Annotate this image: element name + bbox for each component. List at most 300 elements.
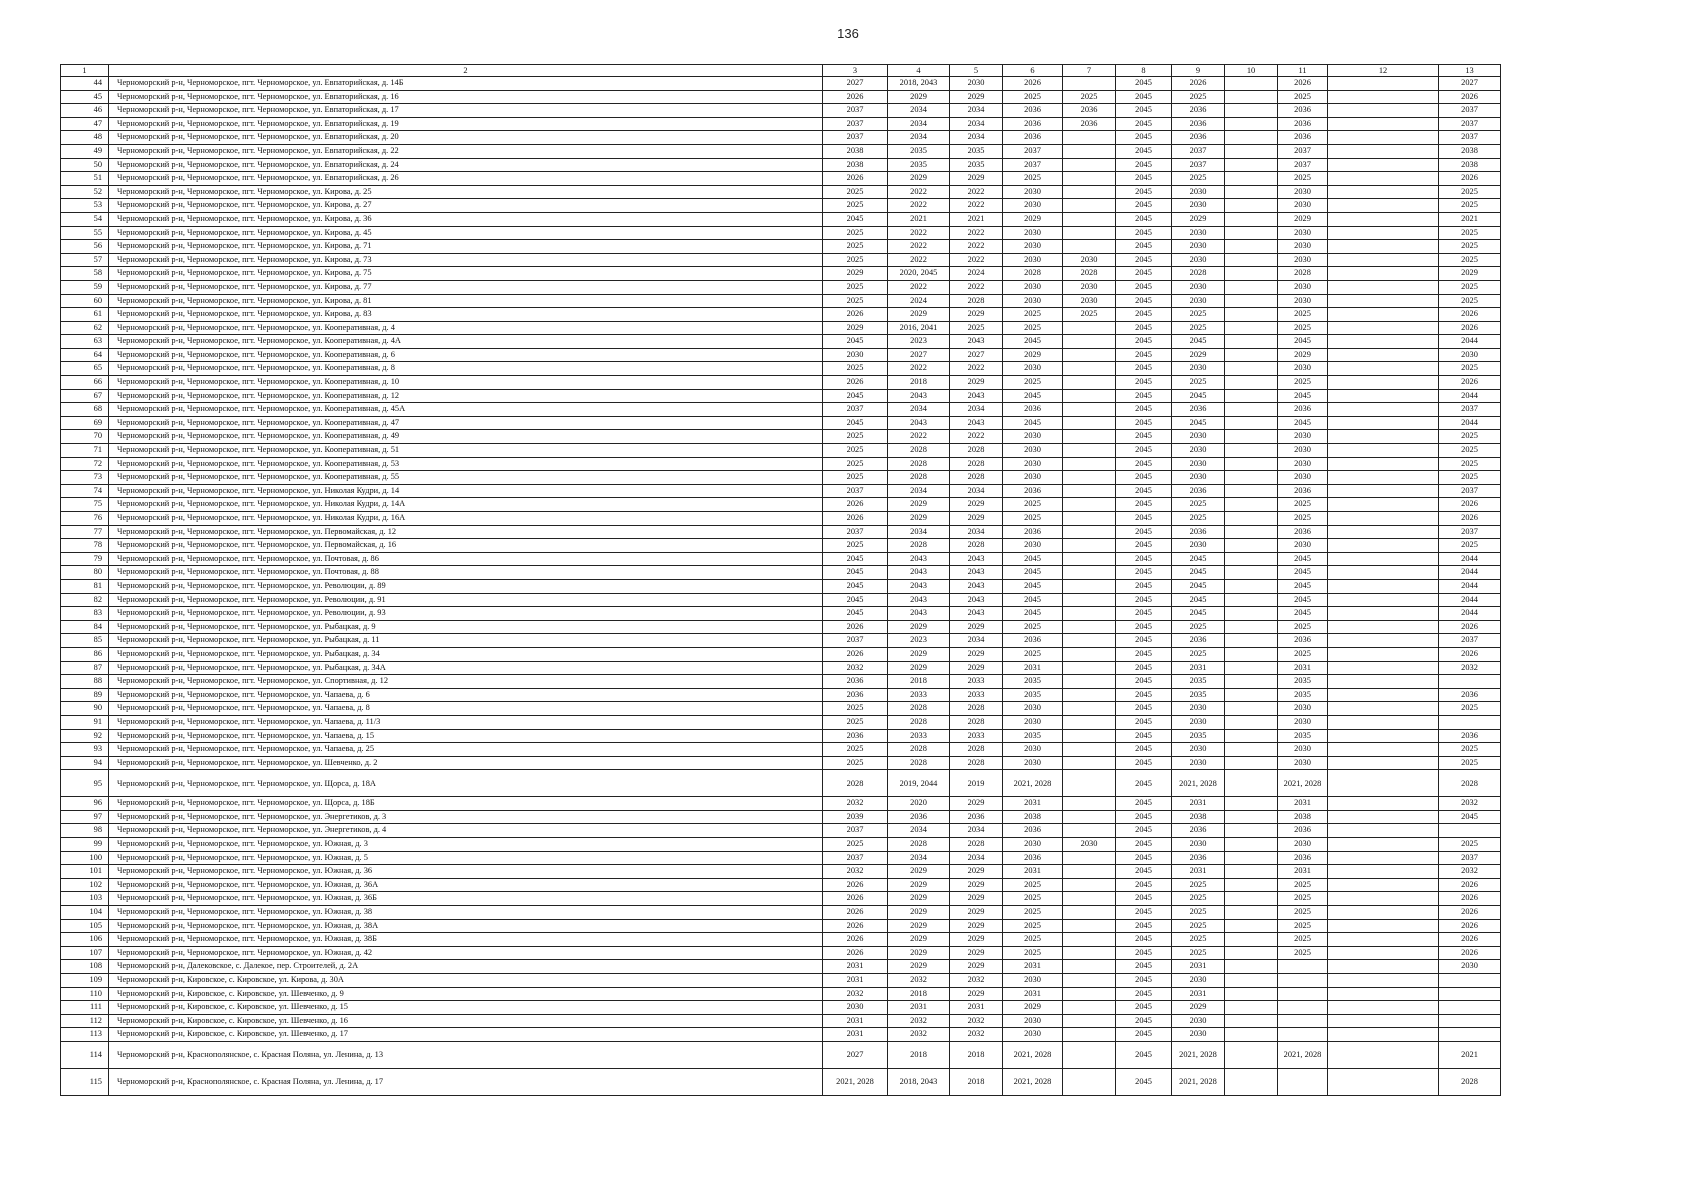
- year-cell: 2035: [1278, 675, 1328, 689]
- row-number-cell: 108: [61, 960, 109, 974]
- year-cell: 2045: [1116, 702, 1172, 716]
- year-cell: 2026: [823, 376, 888, 390]
- year-cell: 2030: [1172, 1014, 1225, 1028]
- year-cell: 2045: [1278, 593, 1328, 607]
- year-cell: 2037: [1439, 851, 1501, 865]
- year-cell: [1328, 525, 1439, 539]
- year-cell: 2036: [1172, 117, 1225, 131]
- year-cell: 2034: [950, 403, 1003, 417]
- year-cell: 2037: [1172, 158, 1225, 172]
- year-cell: 2035: [888, 144, 950, 158]
- year-cell: [1225, 444, 1278, 458]
- year-cell: [1328, 226, 1439, 240]
- year-cell: 2029: [888, 661, 950, 675]
- year-cell: 2026: [1172, 77, 1225, 91]
- year-cell: 2028: [888, 715, 950, 729]
- year-cell: 2032: [823, 865, 888, 879]
- row-number-cell: 82: [61, 593, 109, 607]
- year-cell: [1063, 552, 1116, 566]
- year-cell: [1225, 117, 1278, 131]
- year-cell: [1225, 240, 1278, 254]
- year-cell: 2031: [823, 1014, 888, 1028]
- year-cell: [1063, 906, 1116, 920]
- year-cell: 2025: [823, 444, 888, 458]
- year-cell: 2045: [1116, 1041, 1172, 1068]
- year-cell: 2036: [1278, 484, 1328, 498]
- year-cell: [1328, 634, 1439, 648]
- year-cell: [1328, 607, 1439, 621]
- address-cell: Черноморский р-н, Черноморское, пгт. Черноморское, ул. Южная, д. 38Б: [109, 933, 823, 947]
- row-number-cell: 107: [61, 946, 109, 960]
- year-cell: 2036: [1172, 851, 1225, 865]
- year-cell: 2029: [1278, 348, 1328, 362]
- row-number-cell: 47: [61, 117, 109, 131]
- year-cell: 2025: [1278, 933, 1328, 947]
- year-cell: [1328, 892, 1439, 906]
- year-cell: [1063, 688, 1116, 702]
- year-cell: 2031: [1172, 865, 1225, 879]
- row-number-cell: 94: [61, 756, 109, 770]
- year-cell: 2030: [1278, 199, 1328, 213]
- year-cell: 2030: [1003, 457, 1063, 471]
- year-cell: 2045: [1116, 634, 1172, 648]
- row-number-cell: 62: [61, 321, 109, 335]
- year-cell: [1225, 593, 1278, 607]
- year-cell: 2034: [950, 525, 1003, 539]
- year-cell: 2045: [1116, 172, 1172, 186]
- year-cell: [1063, 335, 1116, 349]
- table-row: [61, 892, 1501, 906]
- year-cell: 2029: [1003, 348, 1063, 362]
- year-cell: 2021, 2028: [823, 1068, 888, 1095]
- row-number-cell: 101: [61, 865, 109, 879]
- year-cell: 2026: [823, 512, 888, 526]
- year-cell: 2030: [1172, 471, 1225, 485]
- year-cell: 2030: [1278, 240, 1328, 254]
- year-cell: 2045: [1116, 376, 1172, 390]
- year-cell: [1225, 498, 1278, 512]
- row-number-cell: 103: [61, 892, 109, 906]
- year-cell: 2035: [1003, 688, 1063, 702]
- year-cell: 2028: [950, 444, 1003, 458]
- year-cell: 2025: [1003, 90, 1063, 104]
- year-cell: 2030: [1439, 348, 1501, 362]
- address-cell: Черноморский р-н, Черноморское, пгт. Черноморское, ул. Рыбацкая, д. 34А: [109, 661, 823, 675]
- year-cell: [1225, 770, 1278, 797]
- year-cell: 2045: [1116, 294, 1172, 308]
- year-cell: 2028: [888, 539, 950, 553]
- year-cell: 2034: [888, 117, 950, 131]
- year-cell: 2038: [1439, 158, 1501, 172]
- year-cell: 2025: [1278, 878, 1328, 892]
- year-cell: [1225, 199, 1278, 213]
- table-row: [61, 810, 1501, 824]
- year-cell: [1328, 647, 1439, 661]
- year-cell: [1063, 498, 1116, 512]
- year-cell: 2045: [1116, 552, 1172, 566]
- year-cell: 2025: [1278, 321, 1328, 335]
- row-number-cell: 99: [61, 838, 109, 852]
- year-cell: 2016, 2041: [888, 321, 950, 335]
- year-cell: 2045: [1172, 593, 1225, 607]
- year-cell: [1225, 104, 1278, 118]
- year-cell: 2025: [1278, 919, 1328, 933]
- year-cell: 2043: [950, 416, 1003, 430]
- year-cell: 2035: [1278, 688, 1328, 702]
- year-cell: [1328, 1041, 1439, 1068]
- year-cell: [1225, 1041, 1278, 1068]
- year-cell: 2018, 2043: [888, 77, 950, 91]
- year-cell: 2026: [823, 878, 888, 892]
- table-row: [61, 838, 1501, 852]
- table-row: [61, 688, 1501, 702]
- address-cell: Черноморский р-н, Черноморское, пгт. Черноморское, ул. Кооперативная, д. 12: [109, 389, 823, 403]
- year-cell: 2030: [1003, 756, 1063, 770]
- table-row: [61, 946, 1501, 960]
- year-cell: 2035: [1003, 675, 1063, 689]
- year-cell: [1225, 294, 1278, 308]
- table-row: [61, 280, 1501, 294]
- year-cell: [1063, 212, 1116, 226]
- year-cell: [1225, 348, 1278, 362]
- year-cell: 2037: [1439, 117, 1501, 131]
- year-cell: 2026: [823, 919, 888, 933]
- year-cell: 2035: [1278, 729, 1328, 743]
- year-cell: 2045: [823, 212, 888, 226]
- year-cell: 2030: [1003, 280, 1063, 294]
- year-cell: 2025: [1439, 185, 1501, 199]
- year-cell: 2025: [823, 838, 888, 852]
- year-cell: 2030: [1172, 294, 1225, 308]
- year-cell: 2029: [888, 308, 950, 322]
- year-cell: 2029: [888, 946, 950, 960]
- year-cell: 2043: [888, 389, 950, 403]
- year-cell: [1328, 579, 1439, 593]
- year-cell: 2026: [1439, 512, 1501, 526]
- year-cell: [1225, 906, 1278, 920]
- table-row: [61, 144, 1501, 158]
- year-cell: [1225, 158, 1278, 172]
- address-cell: Черноморский р-н, Черноморское, пгт. Черноморское, ул. Щорса, д. 18А: [109, 770, 823, 797]
- row-number-cell: 110: [61, 987, 109, 1001]
- year-cell: [1225, 77, 1278, 91]
- year-cell: [1328, 444, 1439, 458]
- year-cell: [1328, 552, 1439, 566]
- row-number-cell: 64: [61, 348, 109, 362]
- address-cell: Черноморский р-н, Черноморское, пгт. Черноморское, ул. Рыбацкая, д. 34: [109, 647, 823, 661]
- table-row: [61, 824, 1501, 838]
- year-cell: 2030: [1003, 743, 1063, 757]
- row-number-cell: 63: [61, 335, 109, 349]
- year-cell: 2037: [823, 117, 888, 131]
- year-cell: 2036: [1439, 729, 1501, 743]
- year-cell: 2038: [1278, 810, 1328, 824]
- year-cell: [1225, 430, 1278, 444]
- row-number-cell: 57: [61, 253, 109, 267]
- row-number-cell: 75: [61, 498, 109, 512]
- year-cell: 2029: [888, 647, 950, 661]
- year-cell: 2045: [1116, 620, 1172, 634]
- year-cell: [1328, 240, 1439, 254]
- year-cell: 2018: [888, 1041, 950, 1068]
- year-cell: [1225, 1001, 1278, 1015]
- year-cell: [1328, 253, 1439, 267]
- year-cell: 2030: [1278, 756, 1328, 770]
- year-cell: 2028: [823, 770, 888, 797]
- year-cell: 2032: [1439, 865, 1501, 879]
- year-cell: [1063, 987, 1116, 1001]
- year-cell: 2029: [950, 661, 1003, 675]
- year-cell: 2025: [1439, 430, 1501, 444]
- year-cell: 2030: [1278, 715, 1328, 729]
- year-cell: [1063, 1068, 1116, 1095]
- year-cell: 2028: [950, 471, 1003, 485]
- table-row: [61, 878, 1501, 892]
- year-cell: [1225, 539, 1278, 553]
- year-cell: 2030: [1003, 185, 1063, 199]
- table-row: [61, 444, 1501, 458]
- year-cell: [1063, 851, 1116, 865]
- year-cell: 2025: [1439, 539, 1501, 553]
- year-cell: 2036: [1003, 484, 1063, 498]
- year-cell: 2025: [1172, 512, 1225, 526]
- year-cell: 2036: [823, 675, 888, 689]
- table-row: [61, 226, 1501, 240]
- table-row: [61, 1068, 1501, 1095]
- year-cell: 2025: [1003, 620, 1063, 634]
- year-cell: [1278, 1001, 1328, 1015]
- year-cell: 2045: [1116, 906, 1172, 920]
- year-cell: 2045: [1116, 253, 1172, 267]
- year-cell: [1328, 389, 1439, 403]
- address-cell: Черноморский р-н, Черноморское, пгт. Черноморское, ул. Кооперативная, д. 10: [109, 376, 823, 390]
- table-row: [61, 253, 1501, 267]
- year-cell: 2026: [1439, 647, 1501, 661]
- year-cell: [1225, 838, 1278, 852]
- year-cell: 2030: [1003, 838, 1063, 852]
- year-cell: [1063, 199, 1116, 213]
- year-cell: 2045: [823, 416, 888, 430]
- column-header: 5: [950, 65, 1003, 77]
- table-row: [61, 1001, 1501, 1015]
- address-cell: Черноморский р-н, Черноморское, пгт. Черноморское, ул. Кооперативная, д. 53: [109, 457, 823, 471]
- year-cell: 2025: [1439, 362, 1501, 376]
- year-cell: 2018: [950, 1068, 1003, 1095]
- year-cell: 2037: [1439, 104, 1501, 118]
- year-cell: [1225, 512, 1278, 526]
- table-row: [61, 620, 1501, 634]
- year-cell: 2045: [1278, 566, 1328, 580]
- year-cell: 2025: [1003, 172, 1063, 186]
- year-cell: 2026: [1439, 376, 1501, 390]
- year-cell: 2022: [888, 240, 950, 254]
- year-cell: 2018: [950, 1041, 1003, 1068]
- year-cell: [1225, 878, 1278, 892]
- year-cell: 2029: [950, 892, 1003, 906]
- year-cell: 2045: [1116, 797, 1172, 811]
- table-row: [61, 498, 1501, 512]
- year-cell: 2028: [1172, 267, 1225, 281]
- year-cell: 2036: [1278, 525, 1328, 539]
- row-number-cell: 44: [61, 77, 109, 91]
- year-cell: 2035: [950, 144, 1003, 158]
- year-cell: 2037: [823, 634, 888, 648]
- year-cell: 2021: [888, 212, 950, 226]
- address-cell: Черноморский р-н, Черноморское, пгт. Черноморское, ул. Чапаева, д. 8: [109, 702, 823, 716]
- year-cell: 2045: [1116, 878, 1172, 892]
- year-cell: 2030: [1172, 444, 1225, 458]
- year-cell: 2030: [1172, 185, 1225, 199]
- year-cell: 2036: [1003, 824, 1063, 838]
- year-cell: [1063, 634, 1116, 648]
- year-cell: 2025: [1003, 892, 1063, 906]
- table-row: [61, 634, 1501, 648]
- year-cell: 2029: [888, 906, 950, 920]
- year-cell: 2025: [1003, 376, 1063, 390]
- year-cell: 2025: [1172, 308, 1225, 322]
- address-cell: Черноморский р-н, Черноморское, пгт. Черноморское, ул. Южная, д. 36А: [109, 878, 823, 892]
- row-number-cell: 73: [61, 471, 109, 485]
- year-cell: [1328, 308, 1439, 322]
- table-row: [61, 661, 1501, 675]
- address-cell: Черноморский р-н, Кировское, с. Кировское, ул. Кирова, д. 30А: [109, 974, 823, 988]
- year-cell: 2045: [1116, 267, 1172, 281]
- address-cell: Черноморский р-н, Черноморское, пгт. Черноморское, ул. Кирова, д. 45: [109, 226, 823, 240]
- year-cell: 2031: [1003, 987, 1063, 1001]
- year-cell: 2044: [1439, 579, 1501, 593]
- year-cell: 2032: [950, 1028, 1003, 1042]
- year-cell: 2025: [1439, 471, 1501, 485]
- row-number-cell: 53: [61, 199, 109, 213]
- year-cell: [1225, 892, 1278, 906]
- year-cell: 2025: [1172, 620, 1225, 634]
- year-cell: [1225, 267, 1278, 281]
- year-cell: [1063, 960, 1116, 974]
- year-cell: [1225, 743, 1278, 757]
- year-cell: 2036: [1172, 484, 1225, 498]
- year-cell: 2029: [950, 797, 1003, 811]
- address-cell: Черноморский р-н, Черноморское, пгт. Черноморское, ул. Кооперативная, д. 51: [109, 444, 823, 458]
- year-cell: 2043: [888, 416, 950, 430]
- year-cell: 2045: [1003, 593, 1063, 607]
- year-cell: 2037: [823, 824, 888, 838]
- year-cell: 2025: [1172, 946, 1225, 960]
- year-cell: 2025: [1003, 878, 1063, 892]
- year-cell: 2036: [1003, 634, 1063, 648]
- year-cell: 2037: [1172, 144, 1225, 158]
- table-row: [61, 552, 1501, 566]
- address-cell: Черноморский р-н, Черноморское, пгт. Черноморское, ул. Кирова, д. 27: [109, 199, 823, 213]
- year-cell: 2045: [1172, 552, 1225, 566]
- year-cell: 2028: [950, 838, 1003, 852]
- year-cell: 2036: [1172, 403, 1225, 417]
- year-cell: 2034: [888, 484, 950, 498]
- row-number-cell: 74: [61, 484, 109, 498]
- year-cell: 2030: [1172, 430, 1225, 444]
- year-cell: 2037: [823, 525, 888, 539]
- year-cell: 2045: [1278, 607, 1328, 621]
- year-cell: 2025: [1172, 892, 1225, 906]
- row-number-cell: 114: [61, 1041, 109, 1068]
- year-cell: [1063, 321, 1116, 335]
- year-cell: 2025: [1003, 933, 1063, 947]
- year-cell: 2026: [1439, 90, 1501, 104]
- year-cell: 2043: [888, 566, 950, 580]
- year-cell: [1063, 756, 1116, 770]
- year-cell: [1328, 960, 1439, 974]
- year-cell: [1328, 199, 1439, 213]
- year-cell: 2022: [888, 226, 950, 240]
- year-cell: 2029: [950, 878, 1003, 892]
- year-cell: [1328, 212, 1439, 226]
- year-cell: 2037: [1278, 158, 1328, 172]
- year-cell: 2036: [1063, 117, 1116, 131]
- year-cell: 2030: [823, 1001, 888, 1015]
- year-cell: [1439, 824, 1501, 838]
- year-cell: 2022: [950, 199, 1003, 213]
- year-cell: 2045: [1116, 865, 1172, 879]
- table-row: [61, 539, 1501, 553]
- year-cell: [1063, 144, 1116, 158]
- year-cell: [1063, 376, 1116, 390]
- year-cell: 2022: [888, 185, 950, 199]
- year-cell: 2045: [1003, 607, 1063, 621]
- year-cell: [1063, 416, 1116, 430]
- year-cell: 2034: [888, 525, 950, 539]
- year-cell: 2025: [1172, 906, 1225, 920]
- year-cell: 2030: [1172, 743, 1225, 757]
- year-cell: 2036: [1003, 851, 1063, 865]
- year-cell: 2045: [1116, 199, 1172, 213]
- year-cell: 2045: [1278, 552, 1328, 566]
- table-row: [61, 104, 1501, 118]
- year-cell: 2045: [1172, 416, 1225, 430]
- year-cell: 2037: [823, 403, 888, 417]
- year-cell: 2029: [823, 321, 888, 335]
- year-cell: 2025: [950, 321, 1003, 335]
- year-cell: 2037: [1439, 634, 1501, 648]
- table-header-row: [61, 65, 1501, 77]
- year-cell: 2025: [823, 702, 888, 716]
- year-cell: [1328, 90, 1439, 104]
- row-number-cell: 106: [61, 933, 109, 947]
- address-cell: Черноморский р-н, Черноморское, пгт. Черноморское, ул. Южная, д. 38А: [109, 919, 823, 933]
- year-cell: 2027: [823, 77, 888, 91]
- table-row: [61, 321, 1501, 335]
- year-cell: 2036: [1439, 688, 1501, 702]
- year-cell: 2036: [1278, 117, 1328, 131]
- year-cell: 2036: [1003, 525, 1063, 539]
- year-cell: [1328, 1001, 1439, 1015]
- row-number-cell: 97: [61, 810, 109, 824]
- year-cell: 2045: [1116, 851, 1172, 865]
- row-number-cell: 51: [61, 172, 109, 186]
- year-cell: 2029: [888, 960, 950, 974]
- year-cell: 2025: [823, 226, 888, 240]
- year-cell: [1328, 851, 1439, 865]
- year-cell: 2045: [1116, 77, 1172, 91]
- year-cell: 2018: [888, 987, 950, 1001]
- year-cell: 2030: [1003, 715, 1063, 729]
- year-cell: 2030: [1439, 960, 1501, 974]
- address-cell: Черноморский р-н, Черноморское, пгт. Черноморское, ул. Спортивная, д. 12: [109, 675, 823, 689]
- year-cell: [1328, 566, 1439, 580]
- table-row: [61, 403, 1501, 417]
- year-cell: 2026: [1439, 933, 1501, 947]
- address-cell: Черноморский р-н, Черноморское, пгт. Черноморское, ул. Чапаева, д. 25: [109, 743, 823, 757]
- year-cell: 2034: [950, 634, 1003, 648]
- table-row: [61, 457, 1501, 471]
